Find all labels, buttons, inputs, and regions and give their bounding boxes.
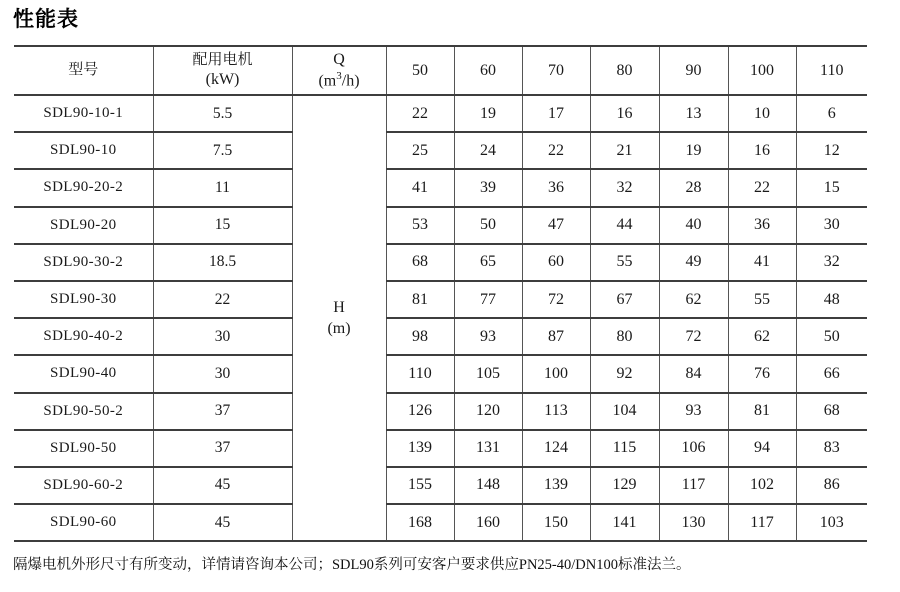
head-value-cell: 80 bbox=[590, 318, 659, 355]
head-value-cell: 120 bbox=[454, 393, 522, 430]
head-value-cell: 60 bbox=[522, 244, 590, 281]
head-value-cell: 40 bbox=[659, 207, 728, 244]
table-row bbox=[14, 355, 867, 392]
head-value-cell: 24 bbox=[454, 132, 522, 169]
motor-power-cell: 30 bbox=[153, 318, 292, 355]
head-value-cell: 17 bbox=[522, 95, 590, 132]
header-model: 型号 bbox=[14, 46, 153, 95]
motor-power-cell: 30 bbox=[153, 355, 292, 392]
head-value-cell: 98 bbox=[386, 318, 454, 355]
head-value-cell: 100 bbox=[522, 355, 590, 392]
head-value-cell: 50 bbox=[796, 318, 867, 355]
head-value-cell: 110 bbox=[386, 355, 454, 392]
motor-power-cell: 45 bbox=[153, 467, 292, 504]
head-value-cell: 92 bbox=[590, 355, 659, 392]
model-cell: SDL90-50 bbox=[14, 430, 153, 467]
table-row bbox=[14, 169, 867, 206]
model-cell: SDL90-20 bbox=[14, 207, 153, 244]
header-flow-90: 90 bbox=[659, 46, 728, 95]
head-value-cell: 81 bbox=[386, 281, 454, 318]
model-cell: SDL90-60 bbox=[14, 504, 153, 541]
head-value-cell: 22 bbox=[386, 95, 454, 132]
header-flow-70: 70 bbox=[522, 46, 590, 95]
head-value-cell: 148 bbox=[454, 467, 522, 504]
table-row bbox=[14, 95, 867, 132]
head-value-cell: 93 bbox=[659, 393, 728, 430]
head-value-cell: 102 bbox=[728, 467, 796, 504]
head-value-cell: 94 bbox=[728, 430, 796, 467]
model-cell: SDL90-10-1 bbox=[14, 95, 153, 132]
head-value-cell: 104 bbox=[590, 393, 659, 430]
head-value-cell: 93 bbox=[454, 318, 522, 355]
head-symbol: H bbox=[333, 298, 345, 316]
head-value-cell: 81 bbox=[728, 393, 796, 430]
head-value-cell: 21 bbox=[590, 132, 659, 169]
head-value-cell: 150 bbox=[522, 504, 590, 541]
motor-power-cell: 18.5 bbox=[153, 244, 292, 281]
model-cell: SDL90-30 bbox=[14, 281, 153, 318]
head-value-cell: 129 bbox=[590, 467, 659, 504]
model-cell: SDL90-30-2 bbox=[14, 244, 153, 281]
table-row bbox=[14, 318, 867, 355]
header-flow-80: 80 bbox=[590, 46, 659, 95]
model-cell: SDL90-60-2 bbox=[14, 467, 153, 504]
flow-symbol: Q bbox=[333, 50, 345, 68]
table-row bbox=[14, 504, 867, 541]
head-value-cell: 6 bbox=[796, 95, 867, 132]
head-value-cell: 13 bbox=[659, 95, 728, 132]
head-value-cell: 41 bbox=[386, 169, 454, 206]
table-header-row bbox=[14, 46, 867, 95]
head-value-cell: 72 bbox=[659, 318, 728, 355]
head-value-cell: 106 bbox=[659, 430, 728, 467]
head-value-cell: 160 bbox=[454, 504, 522, 541]
head-value-cell: 47 bbox=[522, 207, 590, 244]
head-value-cell: 65 bbox=[454, 244, 522, 281]
head-value-cell: 53 bbox=[386, 207, 454, 244]
table-row bbox=[14, 207, 867, 244]
model-cell: SDL90-50-2 bbox=[14, 393, 153, 430]
header-flow-60: 60 bbox=[454, 46, 522, 95]
performance-table bbox=[14, 45, 867, 542]
head-value-cell: 32 bbox=[796, 244, 867, 281]
head-value-cell: 115 bbox=[590, 430, 659, 467]
head-value-cell: 30 bbox=[796, 207, 867, 244]
page-title: 性能表 bbox=[13, 8, 79, 31]
head-value-cell: 36 bbox=[728, 207, 796, 244]
head-value-cell: 66 bbox=[796, 355, 867, 392]
motor-power-cell: 11 bbox=[153, 169, 292, 206]
head-value-cell: 36 bbox=[522, 169, 590, 206]
model-cell: SDL90-40 bbox=[14, 355, 153, 392]
head-value-cell: 12 bbox=[796, 132, 867, 169]
head-value-cell: 139 bbox=[522, 467, 590, 504]
head-value-cell: 48 bbox=[796, 281, 867, 318]
table-row bbox=[14, 393, 867, 430]
motor-power-cell: 5.5 bbox=[153, 95, 292, 132]
head-value-cell: 28 bbox=[659, 169, 728, 206]
head-value-cell: 55 bbox=[590, 244, 659, 281]
motor-power-cell: 15 bbox=[153, 207, 292, 244]
head-value-cell: 113 bbox=[522, 393, 590, 430]
table-row bbox=[14, 132, 867, 169]
flow-unit: $(m^3/h)$ bbox=[318, 69, 360, 90]
motor-power-cell: 37 bbox=[153, 393, 292, 430]
head-value-cell: 76 bbox=[728, 355, 796, 392]
head-value-cell: 155 bbox=[386, 467, 454, 504]
header-flow-110: 110 bbox=[796, 46, 867, 95]
head-value-cell: 87 bbox=[522, 318, 590, 355]
table-row bbox=[14, 467, 867, 504]
head-value-cell: 10 bbox=[728, 95, 796, 132]
head-value-cell: 86 bbox=[796, 467, 867, 504]
head-value-cell: 16 bbox=[728, 132, 796, 169]
header-flow-100: 100 bbox=[728, 46, 796, 95]
head-value-cell: 39 bbox=[454, 169, 522, 206]
model-cell: SDL90-20-2 bbox=[14, 169, 153, 206]
head-value-cell: 105 bbox=[454, 355, 522, 392]
motor-power-cell: 45 bbox=[153, 504, 292, 541]
motor-power-cell: 7.5 bbox=[153, 132, 292, 169]
table-row bbox=[14, 430, 867, 467]
head-value-cell: 84 bbox=[659, 355, 728, 392]
head-unit-merged-cell bbox=[292, 95, 386, 541]
head-value-cell: 16 bbox=[590, 95, 659, 132]
head-value-cell: 141 bbox=[590, 504, 659, 541]
head-value-cell: 130 bbox=[659, 504, 728, 541]
table-row bbox=[14, 281, 867, 318]
head-value-cell: 124 bbox=[522, 430, 590, 467]
motor-power-cell: 37 bbox=[153, 430, 292, 467]
head-value-cell: 117 bbox=[659, 467, 728, 504]
head-value-cell: 68 bbox=[386, 244, 454, 281]
header-motor bbox=[153, 46, 292, 95]
head-value-cell: 55 bbox=[728, 281, 796, 318]
head-unit: (m) bbox=[327, 320, 351, 338]
head-value-cell: 67 bbox=[590, 281, 659, 318]
head-value-cell: 62 bbox=[728, 318, 796, 355]
head-value-cell: 19 bbox=[454, 95, 522, 132]
head-value-cell: 44 bbox=[590, 207, 659, 244]
header-flow-50: 50 bbox=[386, 46, 454, 95]
head-value-cell: 72 bbox=[522, 281, 590, 318]
head-value-cell: 68 bbox=[796, 393, 867, 430]
head-value-cell: 41 bbox=[728, 244, 796, 281]
header-flow-q bbox=[292, 46, 386, 95]
head-value-cell: 22 bbox=[728, 169, 796, 206]
head-value-cell: 168 bbox=[386, 504, 454, 541]
head-value-cell: 117 bbox=[728, 504, 796, 541]
model-cell: SDL90-10 bbox=[14, 132, 153, 169]
header-motor-unit: (kW) bbox=[205, 70, 240, 88]
footnote: 隔爆电机外形尺寸有所变动，详情请咨询本公司；SDL90系列可安客户要求供应PN25-40/DN100标准法兰。 bbox=[13, 557, 691, 573]
head-value-cell: 131 bbox=[454, 430, 522, 467]
head-value-cell: 19 bbox=[659, 132, 728, 169]
head-value-cell: 126 bbox=[386, 393, 454, 430]
motor-power-cell: 22 bbox=[153, 281, 292, 318]
head-value-cell: 103 bbox=[796, 504, 867, 541]
table-row bbox=[14, 244, 867, 281]
head-value-cell: 49 bbox=[659, 244, 728, 281]
header-motor-label: 配用电机 bbox=[192, 52, 253, 69]
head-value-cell: 50 bbox=[454, 207, 522, 244]
head-value-cell: 77 bbox=[454, 281, 522, 318]
head-value-cell: 15 bbox=[796, 169, 867, 206]
head-value-cell: 83 bbox=[796, 430, 867, 467]
head-value-cell: 32 bbox=[590, 169, 659, 206]
model-cell: SDL90-40-2 bbox=[14, 318, 153, 355]
head-value-cell: 139 bbox=[386, 430, 454, 467]
head-value-cell: 25 bbox=[386, 132, 454, 169]
head-value-cell: 62 bbox=[659, 281, 728, 318]
head-value-cell: 22 bbox=[522, 132, 590, 169]
